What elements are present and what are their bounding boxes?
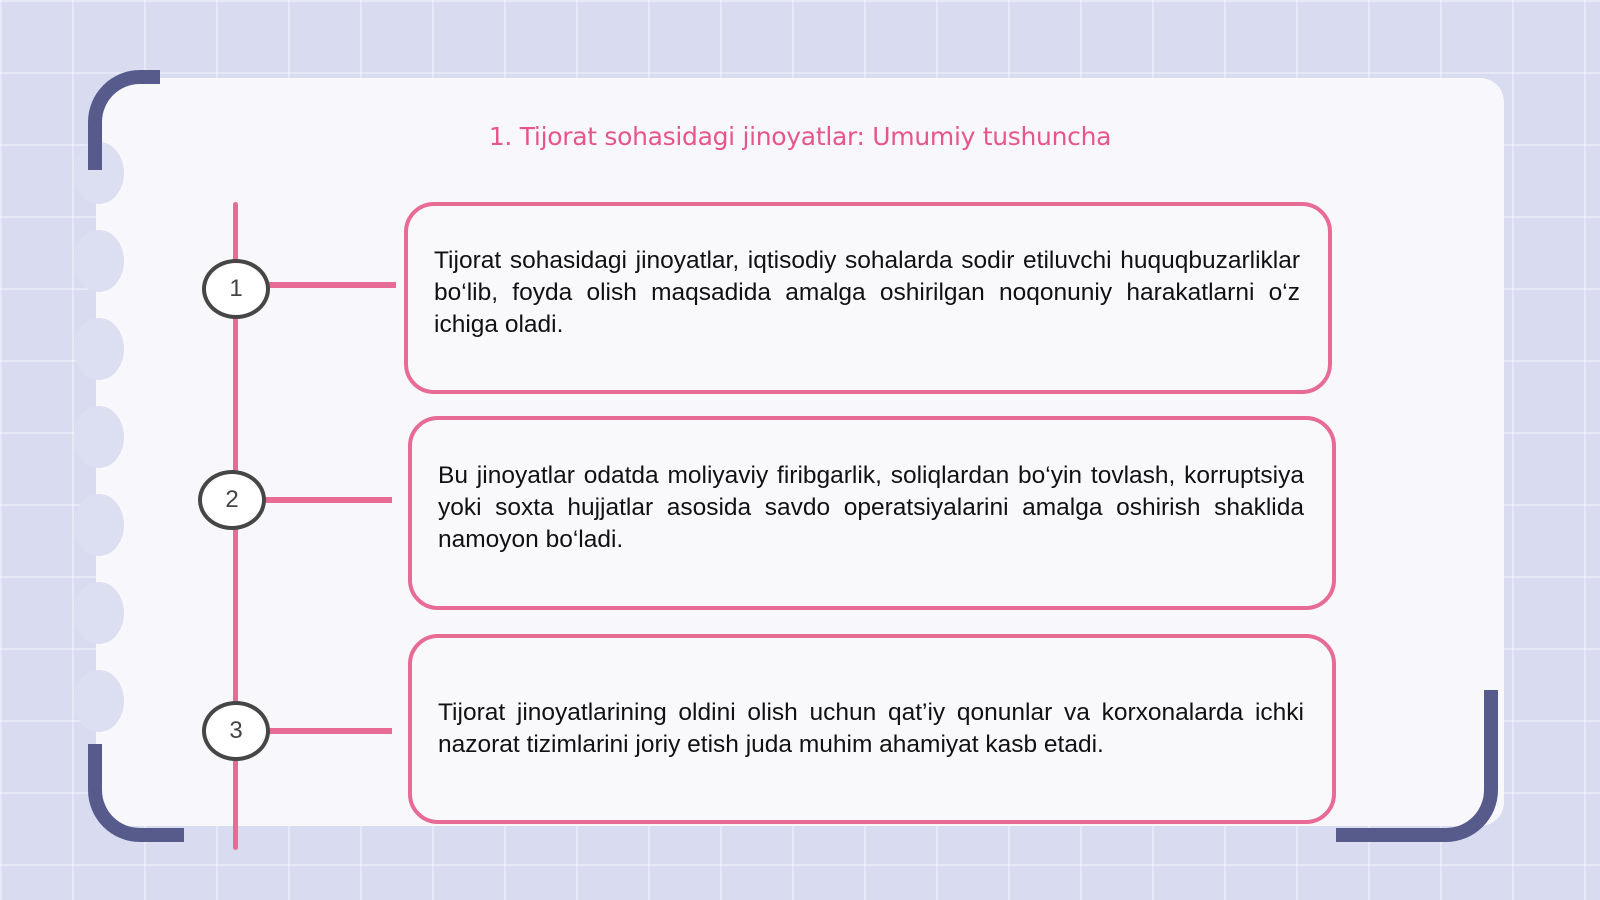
paper-notch: [74, 494, 124, 556]
paper-notch: [74, 406, 124, 468]
connector-line: [262, 497, 392, 503]
connector-line: [266, 282, 396, 288]
step-text-box: [408, 416, 1336, 610]
step-description: Tijorat sohasidagi jinoyatlar, iqtisodiy sohalarda sodir etiluvchi huquqbuzarliklar bo‘lib, foyda olish maqsadida amalga oshirilgan noqonuniy harakatlarni o‘z ichiga oladi.: [434, 247, 1300, 338]
connector-line: [266, 728, 392, 734]
corner-bracket-bottom-left: [88, 744, 184, 842]
step-text-box: [408, 634, 1336, 824]
paper-notch: [74, 318, 124, 380]
step-description: Tijorat jinoyatlarining oldini olish uchun qat’iy qonunlar va korxonalarda ichki nazorat tizimlarini joriy etish juda muhim ahamiyat kasb etadi.: [438, 699, 1304, 758]
corner-bracket-top-left: [88, 70, 160, 170]
slide-title: 1. Tijorat sohasidagi jinoyatlar: Umumiy tushuncha: [488, 122, 1112, 151]
step-number-badge: 2: [198, 470, 266, 530]
step-text-box: [404, 202, 1332, 394]
paper-notch: [74, 582, 124, 644]
step-description: Bu jinoyatlar odatda moliyaviy firibgarlik, soliqlardan bo‘yin tovlash, korruptsiya yoki soxta hujjatlar asosida savdo operatsiyalarini amalga oshirish shaklida namoyon bo‘ladi.: [438, 462, 1304, 553]
step-number-badge: 3: [202, 701, 270, 761]
paper-notch: [74, 670, 124, 732]
corner-bracket-bottom-right: [1336, 690, 1498, 842]
step-number-badge: 1: [202, 259, 270, 319]
paper-notch: [74, 230, 124, 292]
